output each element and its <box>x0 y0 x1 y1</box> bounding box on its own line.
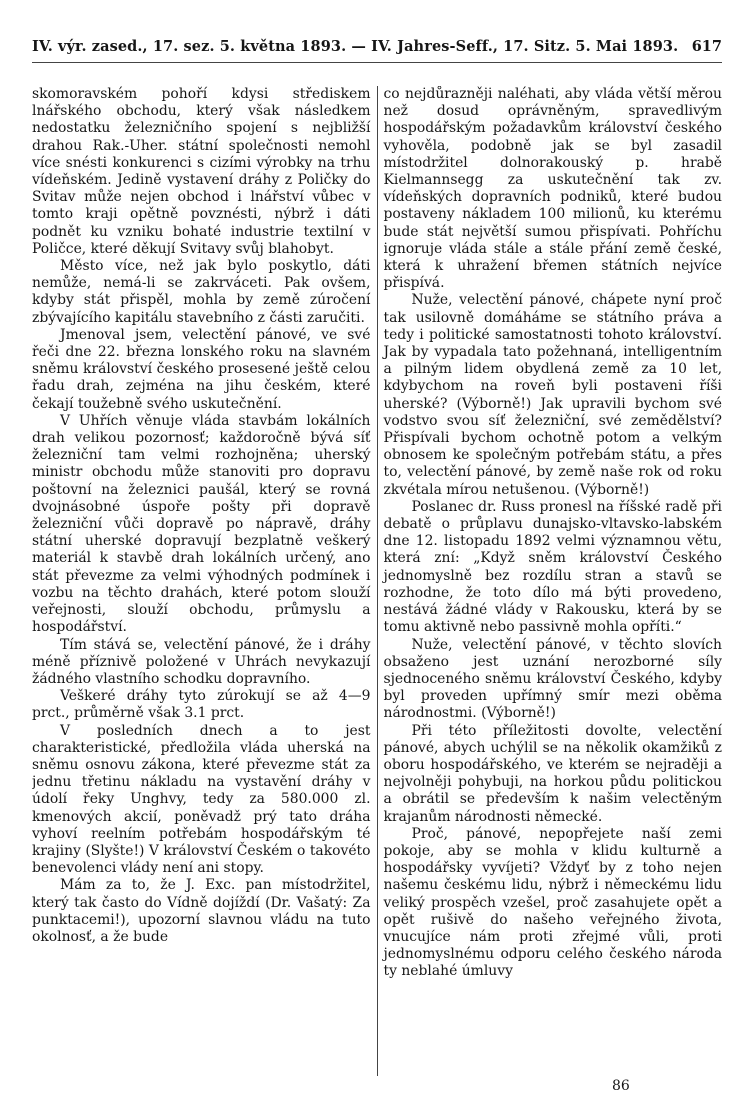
paragraph: V Uhřích věnuje vláda stavbám lokálních drah velikou pozornosť; každoročně bývá síť železniční tam velmi rozhojněna; uherský ministr obchodu může stanoviti pro dopravu poštovní na železnici paušál, který se rovná dvojnásobné úspoře pošty při dopravě železniční vůči dopravě po nápravě, dráhy státní uherské dopravují bezplatně veškerý materiál k stavbě drah lokálních určený, ano stát převezme za velmi výhodných podmínek i vozbu na těchto drahách, které potom slouží veřejnosti, slouží obchodu, průmyslu a hospodářství. <box>32 412 371 636</box>
paragraph: Město více, než jak bylo poskytlo, dáti nemůže, nemá-li se zakrváceti. Pak ovšem, kdyby stát přispěl, mohla by země zúročení zbývajícího kapitálu stavebního z části zaručiti. <box>32 258 371 326</box>
paragraph: Proč, pánové, nepopřejete naší zemi pokoje, aby se mohla v klidu kulturně a hospodářsky vyvíjeti? Vždyť by z toho nejen našemu českému lidu, nýbrž i německému lidu veliký prospěch vzešel, proč zasahujete opět a opět rušivě do našeho veřejného života, vnucujíce nám proti zřejmé vůli, proti jednomyslnému odporu celého českého národa ty neblahé úmluvy <box>383 825 722 980</box>
paragraph: V posledních dnech a to jest charakteristické, předložila vláda uherská na sněmu osnovu zákona, které převezme stát za jednu třetinu nákladu na vystavění dráhy v údolí řeky Unghvy, tedy za 580.000 zl. kmenových akcií, poněvadž prý tato dráha vyhoví reelním potřebám hospodářským té krajiny (Slyšte!) V království Českém o takovéto benevolenci vlády není ani stopy. <box>32 722 371 877</box>
paragraph: Nuže, velectění pánové, v těchto slovích obsaženo jest uznání nerozborné síly sjednoceného sněmu království Českého, kdyby byl proveden upřímný smír mezi oběma národnostmi. (Výborně!) <box>383 636 722 722</box>
page-number: 617 <box>691 38 722 55</box>
paragraph: Tím stává se, velectění pánové, že i dráhy méně příznivě položené v Uhrách nevykazují žádného vlastního schodku dopravního. <box>32 636 371 687</box>
paragraph: Veškeré dráhy tyto zúrokují se až 4—9 prct., průměrně však 3.1 prct. <box>32 688 371 722</box>
right-column <box>377 86 723 1076</box>
paragraph: Nuže, velectění pánové, chápete nyní proč tak usilovně domáháme se státního práva a tedy i politické samostatnosti tohoto království. Jak by vypadala tato požehnaná, intelligentním a pilným lidem obydlená země za 10 let, kdybychom na roveň byli postaveni říši uherské? (Výborně!) Jak upravili bychom své vodstvo svou síť železniční, své zemědělství? Přispívali bychom ochotně potom a velkým obnosem ke společným potřebám státu, a přes to, velectění pánové, by země naše rok od roku zkvétala mírou netušenou. (Výborně!) <box>383 292 722 498</box>
signature-number: 86 <box>612 1078 630 1094</box>
running-head-text: IV. výr. zased., 17. sez. 5. května 1893. — IV. Jahres-Seff., 17. Sitz. 5. Mai 1893. <box>32 38 679 55</box>
paragraph: Poslanec dr. Russ pronesl na říšské radě při debatě o průplavu dunajsko-vltavsko-labském dne 12. listopadu 1892 velmi významnou větu, která zní: „Když sněm království Českého jednomyslně bez rozdílu stran a stavů se rozhodne, že toto dílo má býti provedeno, nestává žádné vlády v Rakousku, která by se tomu aktivně nebo passivně mohla opříti.“ <box>383 498 722 636</box>
paragraph: Jmenoval jsem, velectění pánové, ve své řeči dne 22. března lonského roku na slavném sněmu království českého prosesené ještě celou řadu drah, zejména na jihu českém, které čekají toužebně svého uskutečnění. <box>32 326 371 412</box>
paragraph: co nejdůrazněji naléhati, aby vláda větší měrou než dosud oprávněným, spravedlivým hospodářským požadavkům království českého vyhověla, podobně jak se byl zasadil místodržitel dolnorakouský p. hrabě Kielmannsegg za uskutečnění tak zv. vídeňských dopravních podniků, které budou postaveny nákladem 100 milionů, ku kterému bude stát největší sumou přispívati. Pohříchu ignoruje vláda stále a stále přání země české, která k uhražení břemen státních nejvíce přispívá. <box>383 86 722 292</box>
paragraph: skomoravském pohoří kdysi střediskem lnářského obchodu, který však následkem nedostatku železničního spojení s nejbližší drahou Rak.-Uher. státní společnosti nemohl více snésti konkurenci s cizími výrobky na trhu vídeňském. Jedině vystavení dráhy z Poličky do Svitav může nejen obchod i lnářství vůbec v tomto kraji opětně povznésti, nýbrž i dáti podnět ku vzniku bohaté industrie textilní v Poličce, které děkují Svitavy svůj blahobyt. <box>32 86 371 257</box>
running-header <box>32 38 722 63</box>
paragraph: Při této příležitosti dovolte, velectění pánové, abych uchýlil se na několik okamžiků z oboru hospodářského, ve kterém se nejraději a nejvolněji pohybuji, na horkou půdu politickou a obrátil se především k našim velectěným krajanům národnosti německé. <box>383 722 722 825</box>
paragraph: Mám za to, že J. Exc. pan místodržitel, který tak často do Vídně dojíždí (Dr. Vašatý: Za punktacemi!), upozorní slavnou vládu na tuto okolnosť, a že bude <box>32 877 371 945</box>
left-column <box>32 86 377 1076</box>
text-columns <box>32 86 722 1076</box>
